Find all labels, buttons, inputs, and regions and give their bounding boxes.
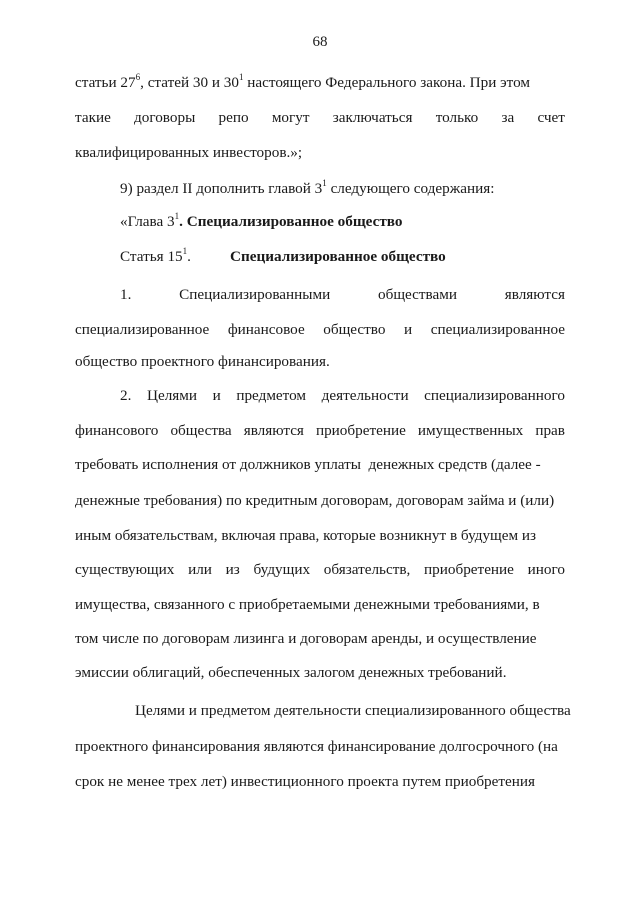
text-line-1 <box>75 71 565 92</box>
text-line-10: 2. Целями и предметом деятельности специализированного <box>120 387 565 404</box>
text-line-18: эмиссии облигаций, обеспеченных залогом денежных требований. <box>75 664 507 681</box>
text-line-21: срок не менее трех лет) инвестиционного проекта путем приобретения <box>75 773 536 790</box>
text-line-8: специализированное финансовое общество и специализированное <box>75 321 565 338</box>
text-line-11: финансового общества являются приобретение имущественных прав <box>75 422 565 439</box>
chapter-heading: «Глава $3^1$. Специализированное общество <box>120 210 403 230</box>
text-line-17: том числе по договорам лизинга и договорам аренды, и осуществление <box>75 630 537 647</box>
text-line-14: иным обязательствам, включая права, которые возникнут в будущем из <box>75 527 537 544</box>
page-number: 68 <box>312 34 328 50</box>
text-line-12: требовать исполнения от должников уплаты денежных средств (далее - <box>75 456 541 473</box>
text-line-7: 1. Специализированными обществами являются <box>120 286 565 303</box>
text-line-16: имущества, связанного с приобретаемыми денежными требованиями, в <box>75 596 540 613</box>
text-line-19: Целями и предметом деятельности специализированного общества <box>135 702 571 719</box>
text-line-3: квалифицированных инвесторов.»; <box>75 144 303 161</box>
text-line-9: общество проектного финансирования. <box>75 353 330 370</box>
text-line-13: денежные требования) по кредитным договорам, договорам займа и (или) <box>75 492 555 509</box>
text-fragment: статьи $27^6$, статей 30 и $30^1$ настоящего Федерального закона. При этом <box>75 71 531 91</box>
text-line-2: такие договоры репо могут заключаться только за счет <box>75 109 565 126</box>
text-line-20: проектного финансирования являются финансирование долгосрочного (на <box>75 738 558 755</box>
text-line-4: 9) раздел II дополнить главой $3^1$ следующего содержания: <box>120 177 495 197</box>
article-heading: Статья $15^1$. Специализированное общество <box>120 245 446 265</box>
text-line-15: существующих или из будущих обязательств, приобретение иного <box>75 561 565 578</box>
